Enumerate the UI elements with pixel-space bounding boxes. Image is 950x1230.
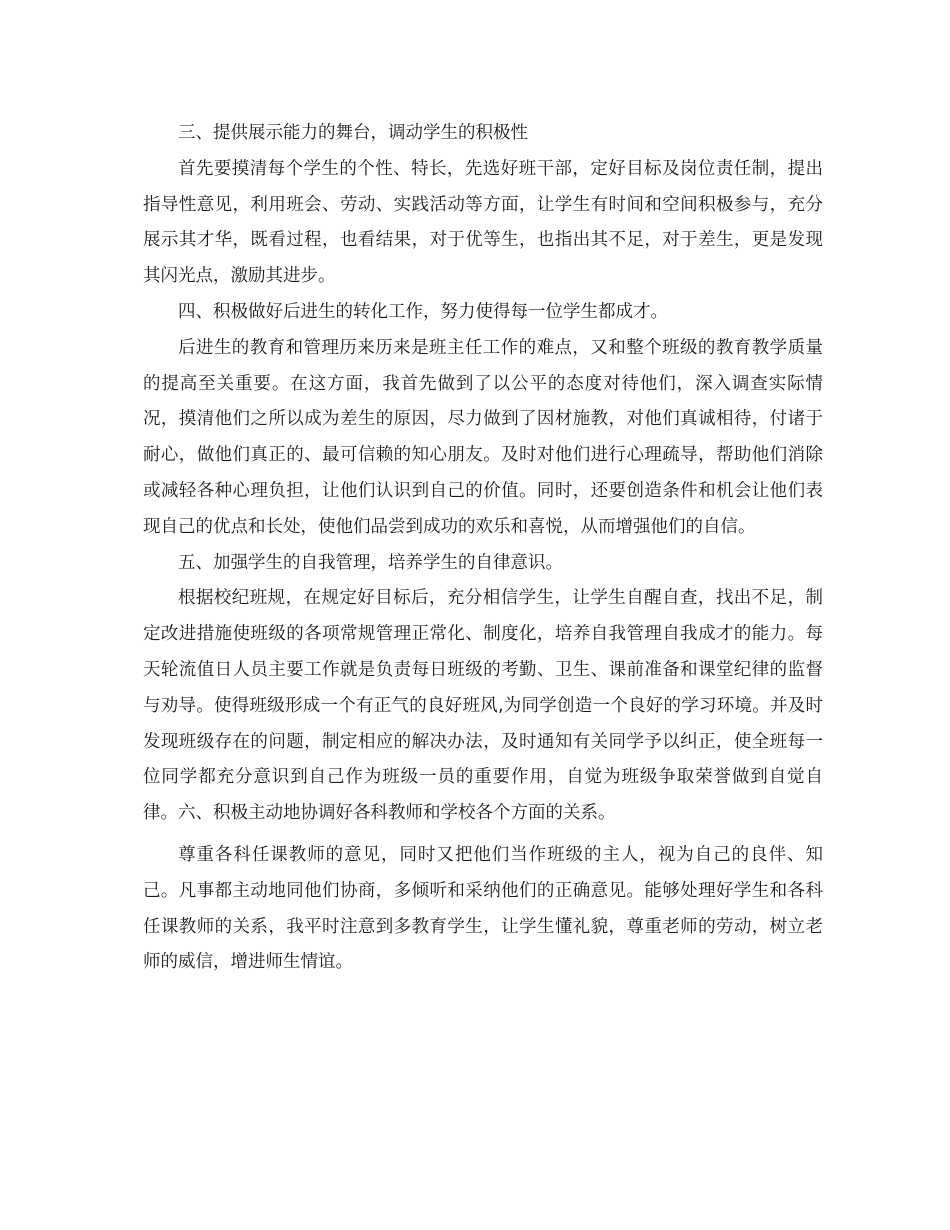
- paragraph-section-six: 尊重各科任课教师的意见，同时又把他们当作班级的主人，视为自己的良伴、知己。凡事都主动地同他们协商，多倾听和采纳他们的正确意见。能够处理好学生和各科任课教师的关系，我平时注意到多教育学生，让学生懂礼貌，尊重老师的劳动，树立老师的威信，增进师生情谊。: [143, 844, 823, 973]
- heading-section-five: 五、加强学生的自我管理，培养学生的自律意识。: [178, 552, 563, 573]
- heading-section-three: 三、提供展示能力的舞台，调动学生的积极性: [178, 123, 528, 143]
- document-body: [143, 116, 823, 981]
- heading-section-four: 四、积极做好后进生的转化工作，努力使得每一位学生都成才。: [178, 301, 668, 322]
- paragraph-section-five: 根据校纪班规，在规定好目标后，充分相信学生，让学生自醒自查，找出不足，制定改进措施使班级的各项常规管理正常化、制度化，培养自我管理自我成才的能力。每天轮流值日人员主要工作就是负责每日班级的考勤、卫生、课前准备和课堂纪律的监督与劝导。使得班级形成一个有正气的良好班风,为同学创造一个良好的学习环境。并及时发现班级存在的问题，制定相应的解决办法，及时通知有关同学予以纠正，使全班每一位同学都充分意识到自己作为班级一员的重要作用，自觉为班级争取荣誉做到自觉自律。六、积极主动地协调好各科教师和学校各个方面的关系。: [143, 588, 823, 824]
- paragraph-section-four: 后进生的教育和管理历来历来是班主任工作的难点，又和整个班级的教育教学质量的提高至关重要。在这方面，我首先做到了以公平的态度对待他们，深入调查实际情况，摸清他们之所以成为差生的原因，尽力做到了因材施教，对他们真诚相待，付诸于耐心，做他们真正的、最可信赖的知心朋友。及时对他们进行心理疏导，帮助他们消除或减轻各种心理负担，让他们认识到自己的价值。同时，还要创造条件和机会让他们表现自己的优点和长处，使他们品尝到成功的欢乐和喜悦，从而增强他们的自信。: [143, 337, 823, 537]
- paragraph-section-three: 首先要摸清每个学生的个性、特长，先选好班干部，定好目标及岗位责任制，提出指导性意见，利用班会、劳动、实践活动等方面，让学生有时间和空间积极参与，充分展示其才华，既看过程，也看结果，对于优等生，也指出其不足，对于差生，更是发现其闪光点，激励其进步。: [143, 158, 823, 287]
